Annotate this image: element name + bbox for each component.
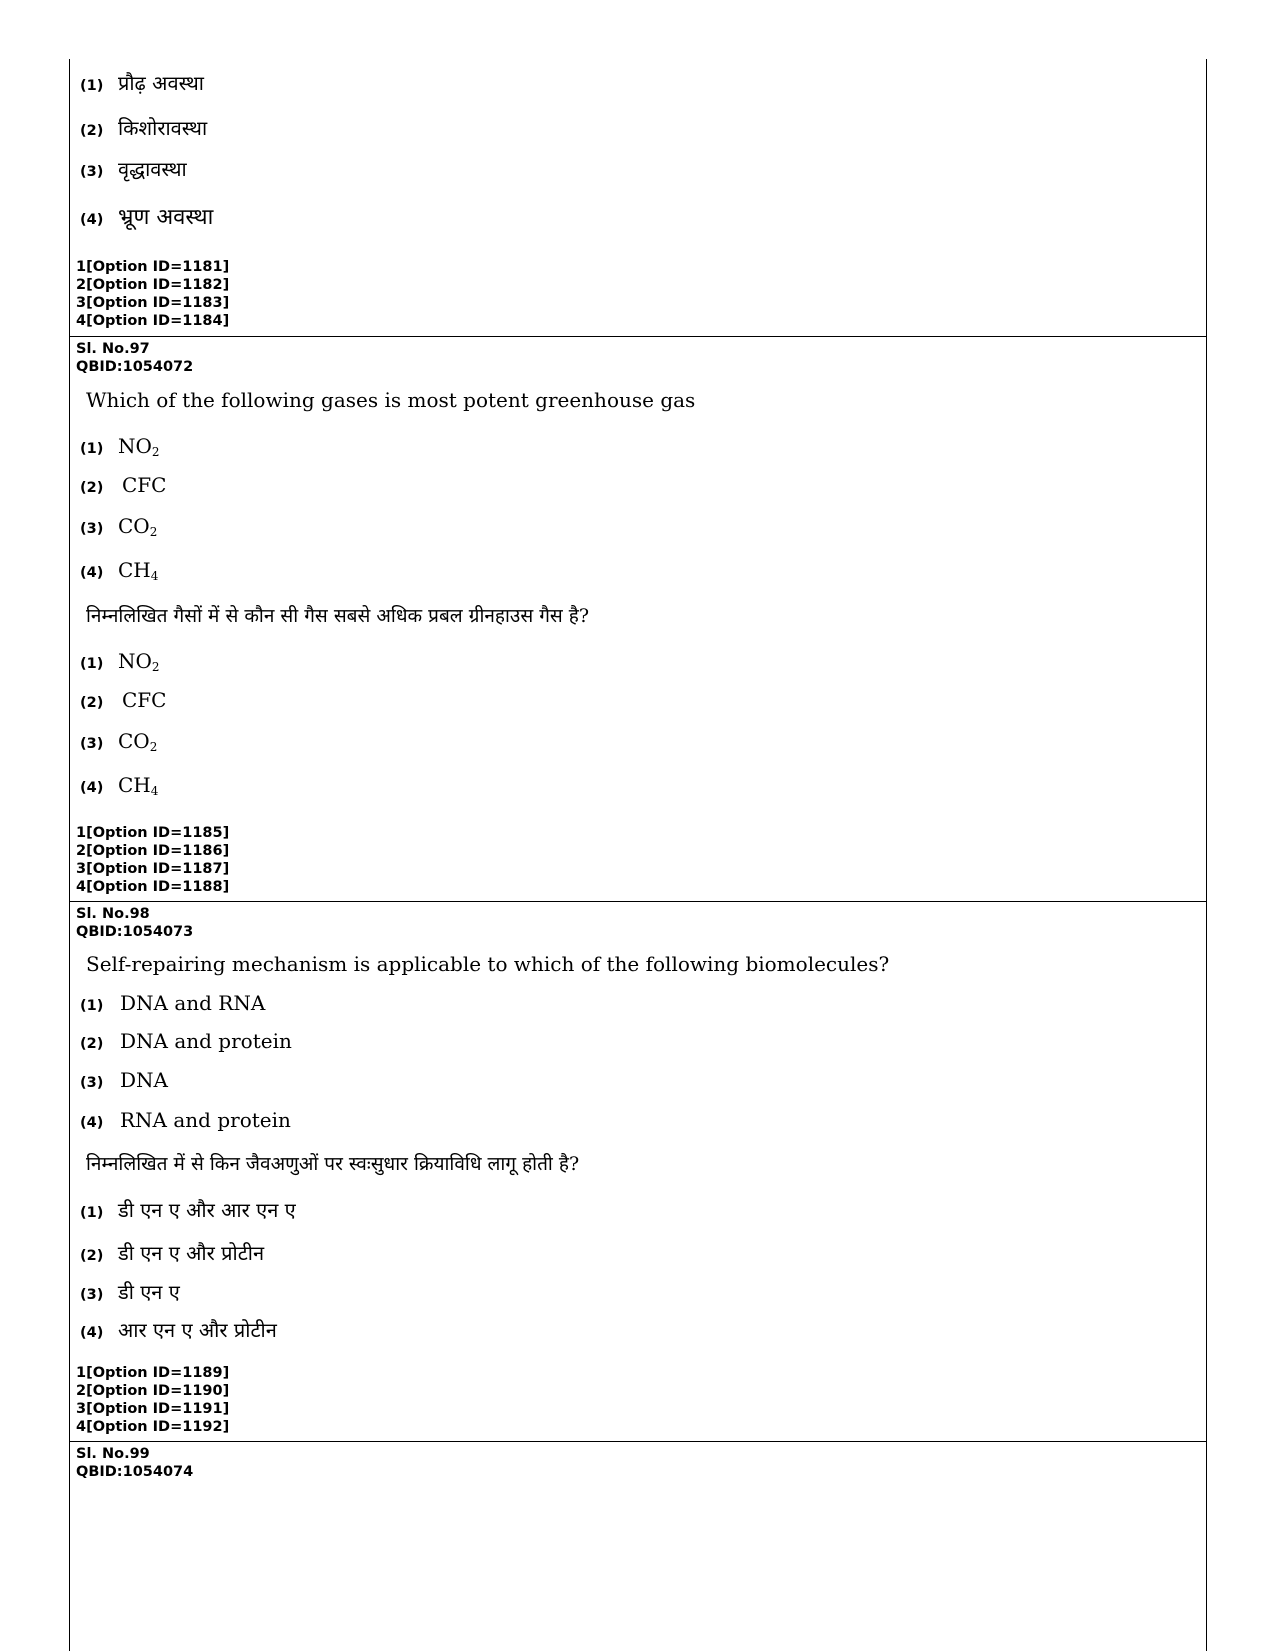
q97-option-hi-3: (3) $CO_2$ bbox=[80, 729, 158, 754]
q96-option-3: (3) वृद्धावस्था bbox=[80, 157, 187, 181]
q99-header bbox=[76, 1445, 193, 1481]
qbid: QBID:1054072 bbox=[76, 359, 194, 375]
q98-option-hi-2: (2) डी एन ए और प्रोटीन bbox=[80, 1241, 265, 1265]
q97-option-hi-4: (4) $CH_4$ bbox=[80, 773, 159, 798]
option-id: 1[Option ID=1181] bbox=[76, 259, 230, 275]
q98-option-hi-1: (1) डी एन ए और आर एन ए bbox=[80, 1198, 296, 1222]
q98-option-hi-3: (3) डी एन ए bbox=[80, 1280, 180, 1304]
q98-option-en-2: (2) DNA and protein bbox=[80, 1029, 292, 1053]
q96-option-4: (4) भ्रूण अवस्था bbox=[80, 205, 214, 230]
q98-header bbox=[76, 905, 193, 941]
sl-no: Sl. No.98 bbox=[76, 906, 150, 922]
option-id: 3[Option ID=1187] bbox=[76, 861, 230, 877]
option-id: 4[Option ID=1188] bbox=[76, 879, 230, 895]
q96-option-2: (2) किशोरावस्था bbox=[80, 116, 208, 140]
section-divider bbox=[70, 901, 1206, 902]
q97-option-en-4: (4) $CH_4$ bbox=[80, 558, 159, 583]
q97-question-en: Which of the following gases is most potent greenhouse gas bbox=[86, 388, 696, 412]
option-id: 4[Option ID=1184] bbox=[76, 313, 230, 329]
q97-option-hi-1: (1) $NO_2$ bbox=[80, 649, 160, 674]
q96-option-ids bbox=[76, 258, 229, 330]
option-id: 3[Option ID=1183] bbox=[76, 295, 230, 311]
sl-no: Sl. No.99 bbox=[76, 1446, 150, 1462]
q98-option-hi-4: (4) आर एन ए और प्रोटीन bbox=[80, 1318, 277, 1342]
q97-option-ids bbox=[76, 824, 229, 896]
q98-question-hi: निम्नलिखित में से किन जैवअणुओं पर स्वःसुधार क्रियाविधि लागू होती है? bbox=[86, 1153, 580, 1175]
sl-no: Sl. No.97 bbox=[76, 341, 150, 357]
q97-option-en-1: (1) $NO_2$ bbox=[80, 434, 160, 459]
option-id: 1[Option ID=1185] bbox=[76, 825, 230, 841]
option-id: 1[Option ID=1189] bbox=[76, 1365, 230, 1381]
q98-option-en-1: (1) DNA and RNA bbox=[80, 991, 266, 1015]
q96-option-1: (1) प्रौढ़ अवस्था bbox=[80, 71, 204, 95]
q98-question-en: Self-repairing mechanism is applicable to which of the following biomolecules? bbox=[86, 952, 890, 976]
qbid: QBID:1054074 bbox=[76, 1464, 194, 1480]
q97-question-hi: निम्नलिखित गैसों में से कौन सी गैस सबसे अधिक प्रबल ग्रीनहाउस गैस है? bbox=[86, 605, 590, 627]
option-id: 2[Option ID=1186] bbox=[76, 843, 230, 859]
q97-option-hi-2: (2) CFC bbox=[80, 688, 167, 712]
option-id: 2[Option ID=1190] bbox=[76, 1383, 230, 1399]
option-id: 2[Option ID=1182] bbox=[76, 277, 230, 293]
q97-option-en-2: (2) CFC bbox=[80, 473, 167, 497]
option-id: 3[Option ID=1191] bbox=[76, 1401, 230, 1417]
section-divider bbox=[70, 336, 1206, 337]
q98-option-en-3: (3) DNA bbox=[80, 1068, 168, 1092]
section-divider bbox=[70, 1441, 1206, 1442]
option-id: 4[Option ID=1192] bbox=[76, 1419, 230, 1435]
q97-option-en-3: (3) $CO_2$ bbox=[80, 514, 158, 539]
question-paper-page bbox=[69, 59, 1207, 1651]
q98-option-en-4: (4) RNA and protein bbox=[80, 1108, 291, 1132]
q97-header bbox=[76, 340, 193, 376]
q98-option-ids bbox=[76, 1364, 229, 1436]
qbid: QBID:1054073 bbox=[76, 924, 194, 940]
